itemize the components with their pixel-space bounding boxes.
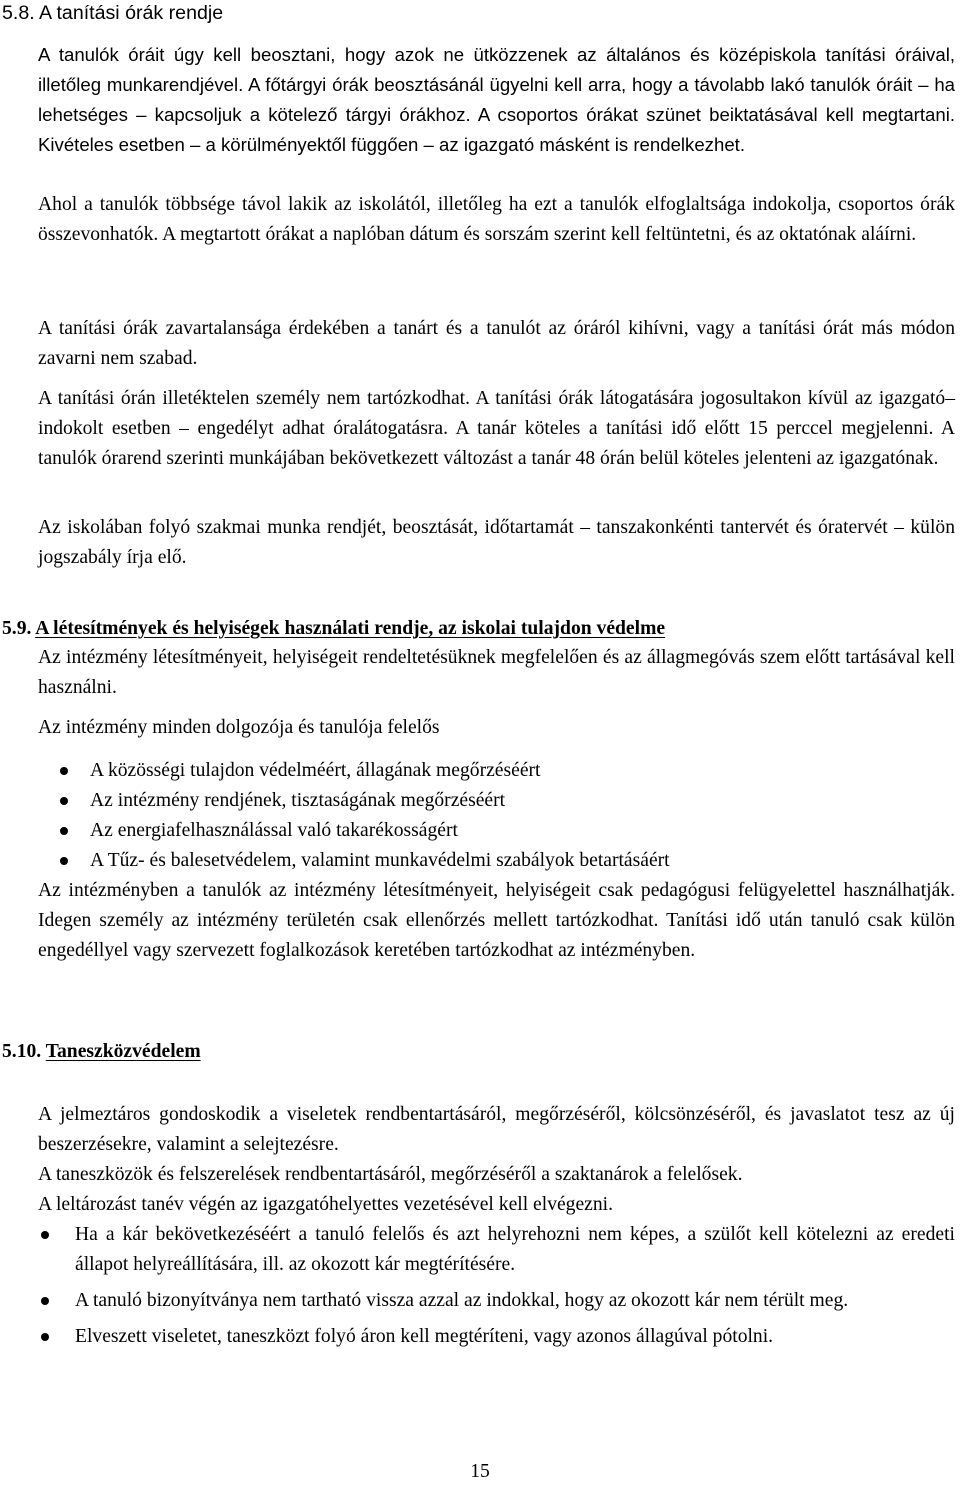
list-item: Az intézmény rendjének, tisztaságának megőrzéséért bbox=[60, 786, 950, 816]
section-5-10-heading bbox=[2, 1037, 952, 1067]
section-5-10-paragraph-1: A jelmeztáros gondoskodik a viseletek rendbentartásáról, megőrzéséről, kölcsönzéséről, és javaslatot tesz az új beszerzésekre, valamint a selejtezésre. bbox=[38, 1104, 955, 1155]
bullet-icon bbox=[60, 797, 68, 805]
section-5-9-paragraph-3: Az intézményben a tanulók az intézmény létesítményeit, helyiségeit csak pedagógusi felügyelettel használhatják. Idegen személy az intézmény területén csak ellenőrzés mellett tartózkodhat. Tanítási idő után tanuló csak külön engedéllyel vagy szervezett foglalkozások keretében tartózkodhat az intézményben. bbox=[38, 880, 955, 961]
section-5-9-title: A létesítmények és helyiségek használati rendje, az iskolai tulajdon védelme bbox=[35, 618, 666, 639]
list-item: Az energiafelhasználással való takarékosságért bbox=[60, 816, 950, 846]
section-5-9-number: 5.9. bbox=[2, 618, 32, 639]
section-5-8-paragraph-1b: Ahol a tanulók többsége távol lakik az iskolától, illetőleg ha ezt a tanulók elfoglaltsága indokolja, csoportos órák összevonhatók. A megtartott órákat a naplóban dátum és sorszám szerint kell feltüntetni, és az oktatónak aláírni. bbox=[38, 194, 955, 245]
list-item: Ha a kár bekövetkezéséért a tanuló felelős és azt helyrehozni nem képes, a szülőt kell kötelezni az eredeti állapot helyreállítására, ill. az okozott kár megtérítésére. bbox=[38, 1220, 955, 1280]
section-5-9-heading bbox=[2, 614, 952, 644]
section-5-8-heading: 5.8. A tanítási órák rendje bbox=[2, 2, 224, 24]
page-number: 15 bbox=[470, 1461, 490, 1482]
bullet-icon bbox=[60, 827, 68, 835]
bullet-icon bbox=[60, 767, 68, 775]
section-5-10-number: 5.10. bbox=[2, 1041, 42, 1062]
bullet-icon bbox=[41, 1231, 49, 1239]
section-5-8-paragraph-3: A tanítási órán illetéktelen személy nem tartózkodhat. A tanítási órák látogatására jogosultakon kívül az igazgató– indokolt esetben – engedélyt adhat óralátogatásra. A tanár köteles a tanítási idő előtt 15 perccel megjelenni. A tanulók órarend szerinti munkájában bekövetkezett változást a tanár 48 órán belül köteles jelenteni az igazgatónak. bbox=[38, 388, 955, 469]
bullet-icon bbox=[41, 1333, 49, 1341]
section-5-8-paragraph-2: A tanítási órák zavartalansága érdekében a tanárt és a tanulót az óráról kihívni, vagy a tanítási órát más módon zavarni nem szabad. bbox=[38, 318, 955, 369]
bullet-icon bbox=[41, 1297, 49, 1305]
list-item: A tanuló bizonyítványa nem tartható vissza azzal az indokkal, hogy az okozott kár nem térült meg. bbox=[38, 1286, 955, 1316]
list-item: A közösségi tulajdon védelméért, állagának megőrzéséért bbox=[60, 756, 950, 786]
section-5-9-paragraph-1: Az intézmény létesítményeit, helyiségeit rendeltetésüknek megfelelően és az állagmegóvás szem előtt tartásával kell használni. bbox=[38, 647, 955, 698]
section-5-9-paragraph-2: Az intézmény minden dolgozója és tanulója felelős bbox=[38, 717, 440, 738]
section-5-10-paragraph-3: A leltározást tanév végén az igazgatóhelyettes vezetésével kell elvégezni. bbox=[38, 1194, 614, 1215]
section-5-9-bullet-list bbox=[60, 756, 950, 876]
section-5-10-bullet-list bbox=[38, 1220, 955, 1352]
section-5-8-paragraph-4: Az iskolában folyó szakmai munka rendjét, beosztását, időtartamát – tanszakonkénti tantervét és óratervét – külön jogszabály írja elő. bbox=[38, 517, 955, 568]
section-5-8-paragraph-1a: A tanulók óráit úgy kell beosztani, hogy azok ne ütközzenek az általános és középiskola tanítási óráival, illetőleg munkarendjével. A főtárgyi órák beosztásánál ügyelni kell arra, hogy a távolabb lakó tanulók óráit – ha lehetséges – kapcsoljuk a kötelező tárgyi órákhoz. A csoportos órákat szünet beiktatásával kell megtartani. Kivételes esetben – a körülményektől függően – az igazgató másként is rendelkezhet. bbox=[38, 44, 955, 155]
list-item: Elveszett viseletet, taneszközt folyó áron kell megtéríteni, vagy azonos állagúval pótolni. bbox=[38, 1322, 955, 1352]
list-item: A Tűz- és balesetvédelem, valamint munkavédelmi szabályok betartásáért bbox=[60, 846, 950, 876]
section-5-10-paragraph-2: A taneszközök és felszerelések rendbentartásáról, megőrzéséről a szaktanárok a felelősek. bbox=[38, 1164, 743, 1185]
bullet-icon bbox=[60, 857, 68, 865]
section-5-10-title: Taneszközvédelem bbox=[45, 1041, 201, 1062]
